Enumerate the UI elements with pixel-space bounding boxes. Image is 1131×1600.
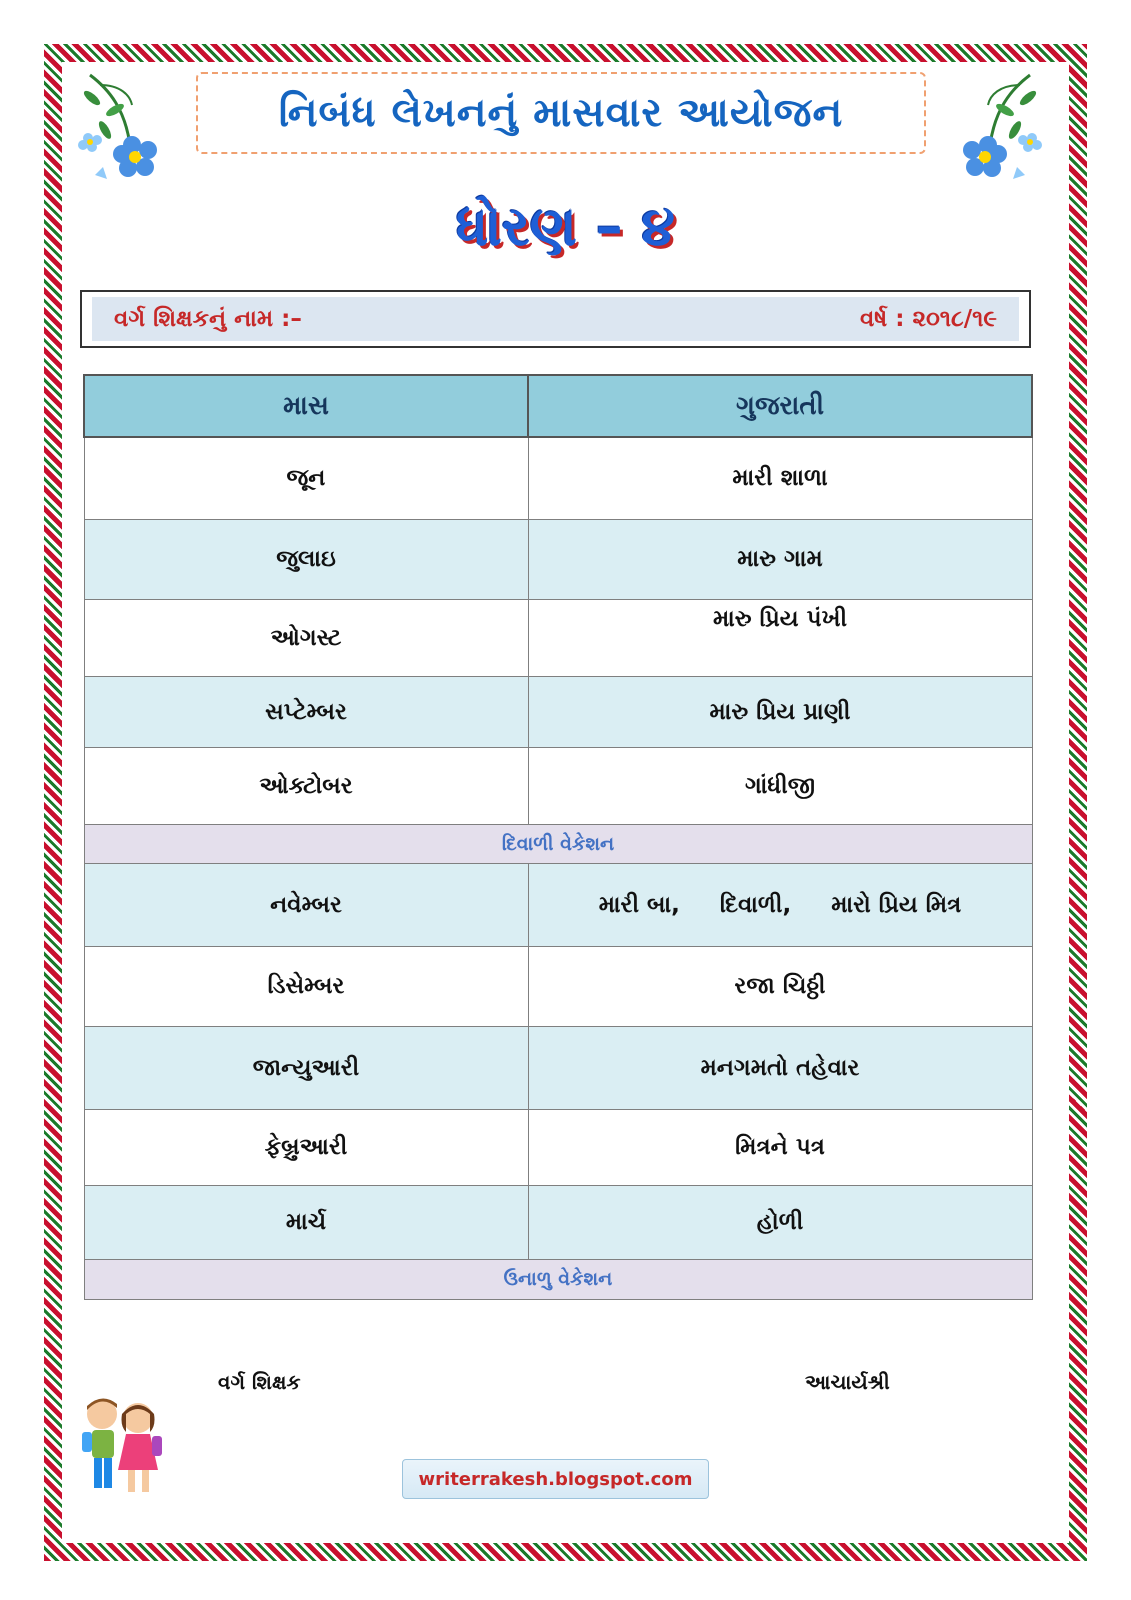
topic-cell: મારી શાળા xyxy=(528,437,1032,519)
month-cell: જાન્યુઆરી xyxy=(84,1026,528,1109)
website-link[interactable] xyxy=(402,1459,709,1499)
table-row xyxy=(84,747,1032,824)
month-cell: જૂન xyxy=(84,437,528,519)
month-cell: ઓક્ટોબર xyxy=(84,747,528,824)
essay-plan-table xyxy=(83,374,1033,1300)
topic-cell: મારુ પ્રિય પંખી xyxy=(528,599,1032,676)
table-row xyxy=(84,437,1032,519)
table-header-row xyxy=(84,375,1032,437)
principal-signature-label: આચાર્યશ્રી xyxy=(805,1370,890,1394)
topic-cell: મારુ પ્રિય પ્રાણી xyxy=(528,676,1032,747)
month-cell: નવેમ્બર xyxy=(84,863,528,946)
topic-cell: રજા ચિઠ્ઠી xyxy=(528,946,1032,1026)
kids-illustration-icon xyxy=(72,1392,167,1504)
table-row xyxy=(84,1109,1032,1185)
table-row xyxy=(84,676,1032,747)
info-box xyxy=(80,290,1031,348)
year-label: વર્ષ : ૨૦૧૮/૧૯ xyxy=(860,306,997,332)
topic-cell: ગાંધીજી xyxy=(528,747,1032,824)
table-row xyxy=(84,599,1032,676)
month-cell: ઓગસ્ટ xyxy=(84,599,528,676)
month-cell: માર્ચ xyxy=(84,1185,528,1259)
topic-cell: મનગમતો તહેવાર xyxy=(528,1026,1032,1109)
teacher-signature-label: વર્ગ શિક્ષક xyxy=(218,1370,301,1394)
flower-decoration-right-icon xyxy=(950,70,1050,195)
website-text[interactable]: writerrakesh.blogspot.com xyxy=(418,1468,693,1490)
month-cell: જુલાઇ xyxy=(84,519,528,599)
topic-cell: હોળી xyxy=(528,1185,1032,1259)
month-cell: સપ્ટેમ્બર xyxy=(84,676,528,747)
table-row xyxy=(84,519,1032,599)
table-row xyxy=(84,946,1032,1026)
table-row xyxy=(84,1026,1032,1109)
page-title: નિબંધ લેખનનું માસવાર આયોજન xyxy=(278,90,844,136)
topic-cell: મારી બા, દિવાળી, મારો પ્રિય મિત્ર xyxy=(528,863,1032,946)
flower-decoration-left-icon xyxy=(70,70,170,195)
teacher-name-label: વર્ગ શિક્ષકનું નામ :– xyxy=(114,306,302,332)
month-cell: ડિસેમ્બર xyxy=(84,946,528,1026)
vacation-row xyxy=(84,824,1032,863)
header-month: માસ xyxy=(84,375,528,437)
vacation-row xyxy=(84,1259,1032,1299)
topic-cell: મિત્રને પત્ર xyxy=(528,1109,1032,1185)
diwali-vacation-label: દિવાળી વેકેશન xyxy=(84,824,1032,863)
info-bar xyxy=(92,297,1019,341)
title-banner xyxy=(196,72,926,154)
table-row xyxy=(84,1185,1032,1259)
table-row xyxy=(84,863,1032,946)
month-cell: ફેબ્રુઆરી xyxy=(84,1109,528,1185)
topic-cell: મારુ ગામ xyxy=(528,519,1032,599)
header-gujarati: ગુજરાતી xyxy=(528,375,1032,437)
standard-heading: ધોરણ – ૪ xyxy=(456,195,675,258)
summer-vacation-label: ઉનાળુ વેકેશન xyxy=(84,1259,1032,1299)
